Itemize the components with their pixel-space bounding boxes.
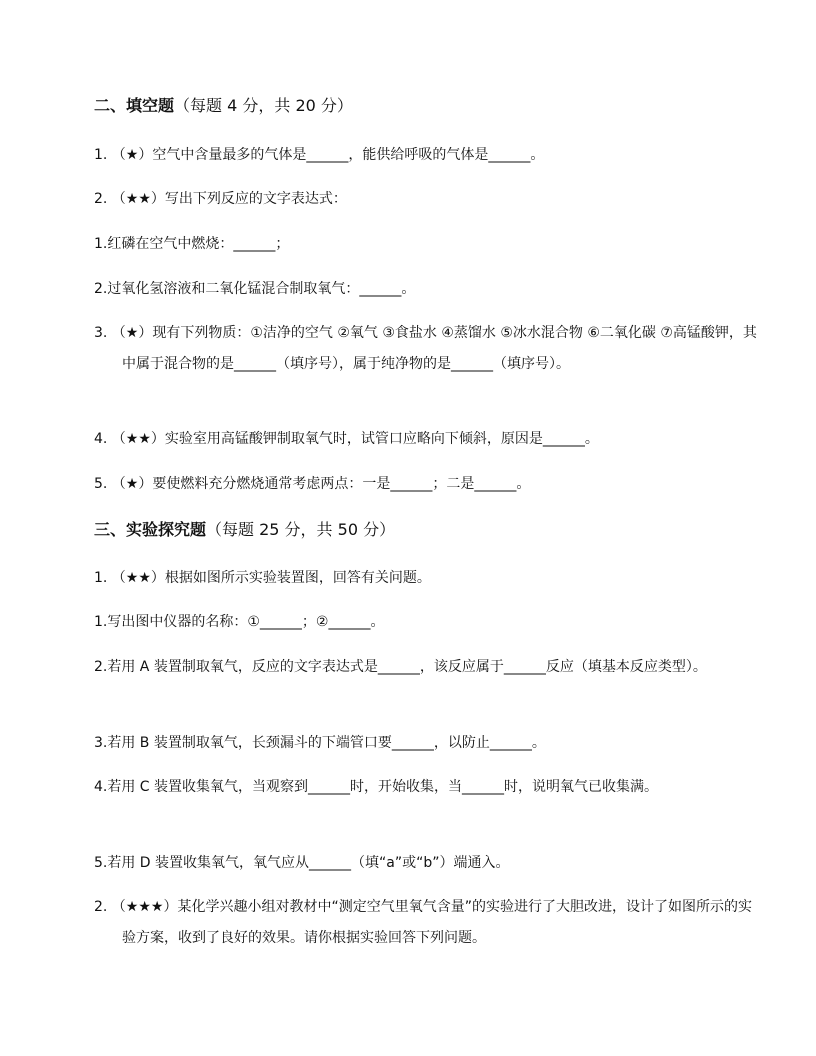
question-subitem: 4.若用 C 装置收集氧气，当观察到______时，开始收集，当______时，说明氧气已收集满。 (94, 779, 659, 795)
section-score-note: （每题 25 分，共 50 分） (206, 520, 396, 539)
section-heading-fill-in (94, 90, 734, 121)
question-subitem: 2.若用 A 装置制取氧气，反应的文字表达式是______，该反应属于______反应（填基本反应类型）。 (94, 659, 707, 675)
question-subitem: 5.若用 D 装置收集氧气，氧气应从______（填“a”或“b”）端通入。 (94, 855, 510, 871)
question-item: 2. （★★★）某化学兴趣小组对教材中“测定空气里氧气含量”的实验进行了大胆改进，设计了如图所示的实验方案，收到了良好的效果。请你根据实验回答下列问题。 (94, 899, 752, 946)
question-item: 5. （★）要使燃料充分燃烧通常考虑两点：一是______；二是______。 (94, 476, 531, 492)
question-item: 3. （★）现有下列物质：①洁净的空气 ②氧气 ③食盐水 ④蒸馏水 ⑤冰水混合物 ⑥二氧化碳 ⑦高锰酸钾，其中属于混合物的是______（填序号），属于纯净物的是______（填序号）。 (94, 325, 757, 372)
section-heading-experiment (94, 514, 734, 545)
question-subitem: 1.写出图中仪器的名称：①______；②______。 (94, 614, 385, 630)
section-title: 二、填空题 (94, 96, 175, 115)
question-item: 4. （★★）实验室用高锰酸钾制取氧气时，试管口应略向下倾斜，原因是______。 (94, 431, 599, 447)
question-item: 2. （★★）写出下列反应的文字表达式： (94, 191, 347, 207)
section-title: 三、实验探究题 (94, 520, 207, 539)
question-item: 1. （★★）根据如图所示实验装置图，回答有关问题。 (94, 570, 431, 586)
question-item: 1. （★）空气中含量最多的气体是______，能供给呼吸的气体是______。 (94, 147, 545, 163)
question-subitem: 3.若用 B 装置制取氧气，长颈漏斗的下端管口要______，以防止______。 (94, 735, 546, 751)
question-subitem: 1.红磷在空气中燃烧：______； (94, 236, 290, 252)
question-subitem: 2.过氧化氢溶液和二氧化锰混合制取氧气：______。 (94, 281, 416, 297)
section-score-note: （每题 4 分，共 20 分） (174, 96, 353, 115)
